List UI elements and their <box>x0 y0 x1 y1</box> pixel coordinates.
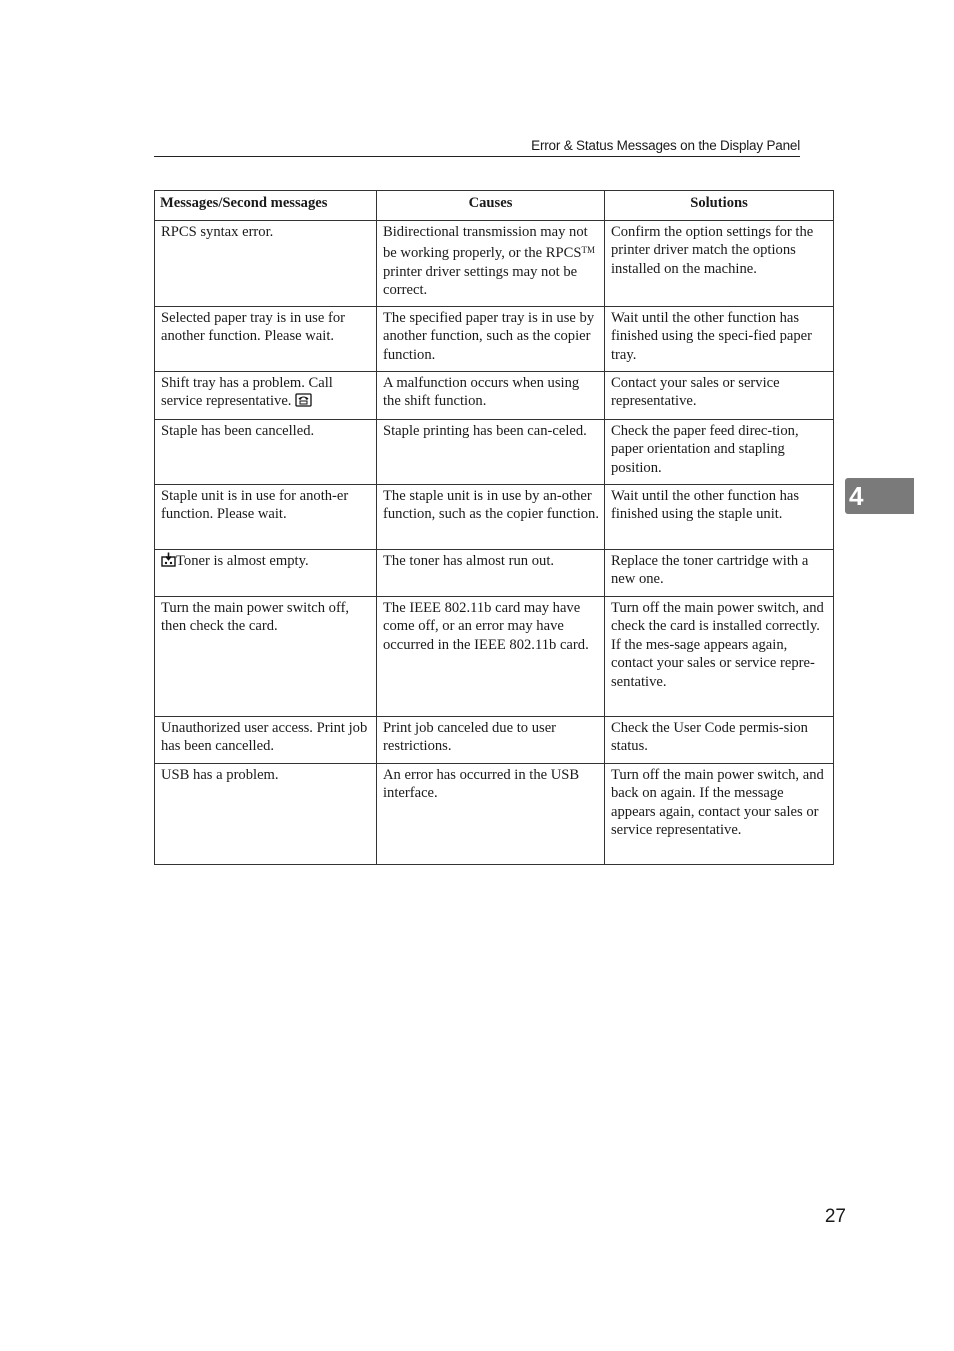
cause-cell: Print job canceled due to user restrictions. <box>377 716 605 763</box>
cause-text: printer driver settings may not be correct. <box>383 263 578 298</box>
cause-cell: An error has occurred in the USB interface. <box>377 763 605 864</box>
table-row <box>155 596 834 716</box>
cause-cell: The toner has almost run out. <box>377 549 605 596</box>
table-header-row <box>155 191 834 221</box>
cause-cell: A malfunction occurs when using the shift function. <box>377 371 605 419</box>
solution-cell: Wait until the other function has finished using the speci-fied paper tray. <box>605 306 834 371</box>
table-row <box>155 763 834 864</box>
message-cell: Staple has been cancelled. <box>155 419 377 484</box>
page-number: 27 <box>824 1206 846 1227</box>
column-header-solutions: Solutions <box>605 191 834 221</box>
cause-cell: Staple printing has been can-celed. <box>377 419 605 484</box>
solution-cell: Turn off the main power switch, and back on again. If the message appears again, contact your sales or service representative. <box>605 763 834 864</box>
running-header: Error & Status Messages on the Display Panel <box>154 138 800 157</box>
message-cell: Unauthorized user access. Print job has been cancelled. <box>155 716 377 763</box>
solution-cell: Check the User Code permis-sion status. <box>605 716 834 763</box>
message-text: Shift tray has a problem. Call service representative. <box>161 374 333 409</box>
message-text: Toner is almost empty. <box>176 552 309 569</box>
cause-text: Bidirectional transmission may not be working properly, or the RPCS <box>383 223 588 261</box>
message-cell <box>155 549 377 596</box>
message-cell <box>155 371 377 419</box>
solution-cell: Contact your sales or service representative. <box>605 371 834 419</box>
table-row <box>155 484 834 549</box>
trademark-sign: TM <box>581 245 595 255</box>
message-cell: USB has a problem. <box>155 763 377 864</box>
table-row <box>155 716 834 763</box>
cause-cell <box>377 220 605 306</box>
solution-cell: Replace the toner cartridge with a new one. <box>605 549 834 596</box>
cause-cell: The IEEE 802.11b card may have come off, or an error may have occurred in the IEEE 802.11b card. <box>377 596 605 716</box>
toner-icon <box>161 552 176 573</box>
solution-cell: Wait until the other function has finished using the staple unit. <box>605 484 834 549</box>
chapter-tab: 4 <box>845 478 914 514</box>
table-row <box>155 306 834 371</box>
cause-cell: The specified paper tray is in use by another function, such as the copier function. <box>377 306 605 371</box>
phone-icon <box>295 393 312 413</box>
message-cell: Selected paper tray is in use for another function. Please wait. <box>155 306 377 371</box>
table-row <box>155 371 834 419</box>
solution-cell: Turn off the main power switch, and check the card is installed correctly. If the mes-sage appears again, contact your sales or service repre-sentative. <box>605 596 834 716</box>
column-header-messages: Messages/Second messages <box>155 191 377 221</box>
column-header-causes: Causes <box>377 191 605 221</box>
cause-cell: The staple unit is in use by an-other function, such as the copier function. <box>377 484 605 549</box>
solution-cell: Check the paper feed direc-tion, paper orientation and stapling position. <box>605 419 834 484</box>
table-row <box>155 419 834 484</box>
message-cell: Turn the main power switch off, then check the card. <box>155 596 377 716</box>
message-cell: RPCS syntax error. <box>155 220 377 306</box>
message-cell: Staple unit is in use for anoth-er function. Please wait. <box>155 484 377 549</box>
error-messages-table <box>154 190 834 865</box>
table-row <box>155 549 834 596</box>
table-row <box>155 220 834 306</box>
solution-cell: Confirm the option settings for the printer driver match the options installed on the machine. <box>605 220 834 306</box>
